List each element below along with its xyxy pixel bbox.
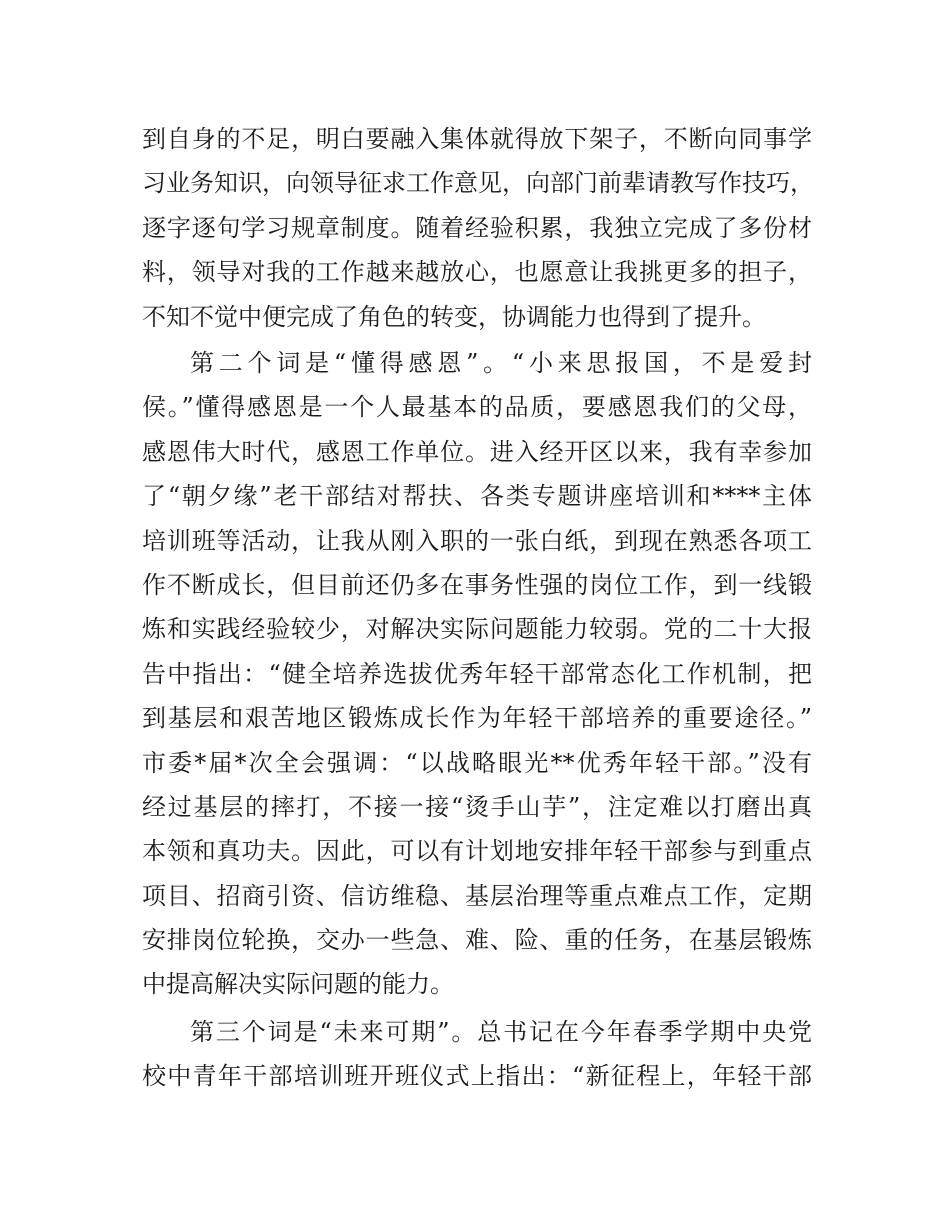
text-line: 中提高解决实际问题的能力。: [142, 970, 454, 999]
text-line: 了“朝夕缘”老干部结对帮扶、各类专题讲座培训和****主体: [142, 482, 812, 511]
text-line: 到自身的不足，明白要融入集体就得放下架子，不断向同事学: [142, 125, 812, 153]
text-line: 培训班等活动，让我从刚入职的一张白纸，到现在熟悉各项工: [142, 526, 812, 555]
paragraph-1: [142, 117, 812, 339]
text-line: 项目、招商引资、信访维稳、基层治理等重点难点工作，定期: [142, 881, 812, 910]
text-line: 校中青年干部培训班开班仪式上指出：“新征程上，年轻干部: [142, 1062, 812, 1091]
text-line: 不知不觉中便完成了角色的转变，协调能力也得到了提升。: [142, 302, 766, 331]
text-line: 料，领导对我的工作越来越放心，也愿意让我挑更多的担子，: [142, 258, 812, 287]
text-line: 炼和实践经验较少，对解决实际问题能力较弱。党的二十大报: [142, 615, 812, 644]
text-line: 感恩伟大时代，感恩工作单位。进入经开区以来，我有幸参加: [142, 437, 812, 466]
text-line: 侯。”懂得感恩是一个人最基本的品质，要感恩我们的父母，: [142, 393, 812, 422]
text-line: 习业务知识，向领导征求工作意见，向部门前辈请教写作技巧，: [142, 169, 814, 198]
text-line: 安排岗位轮换，交办一些急、难、险、重的任务，在基层锻炼: [142, 926, 812, 955]
text-line: 告中指出：“健全培养选拔优秀年轻干部常态化工作机制，把: [142, 659, 812, 688]
text-line: 逐字逐句学习规章制度。随着经验积累，我独立完成了多份材: [142, 213, 812, 242]
text-line-indented: 第三个词是“未来可期”。总书记在今年春季学期中央党: [190, 1018, 812, 1046]
text-line: 市委*届*次全会强调：“以战略眼光**优秀年轻干部。”没有: [142, 748, 812, 777]
paragraph-2: [142, 341, 812, 1007]
text-line-indented: 第二个词是“懂得感恩”。“小来思报国，不是爱封: [190, 349, 812, 377]
text-line: 经过基层的摔打，不接一接“烫手山芋”，注定难以打磨出真: [142, 792, 812, 821]
paragraph-3: [142, 1010, 812, 1099]
text-line: 作不断成长，但目前还仍多在事务性强的岗位工作，到一线锻: [142, 570, 812, 599]
text-line: 到基层和艰苦地区锻炼成长作为年轻干部培养的重要途径。”: [142, 704, 812, 733]
text-line: 本领和真功夫。因此，可以有计划地安排年轻干部参与到重点: [142, 837, 812, 866]
